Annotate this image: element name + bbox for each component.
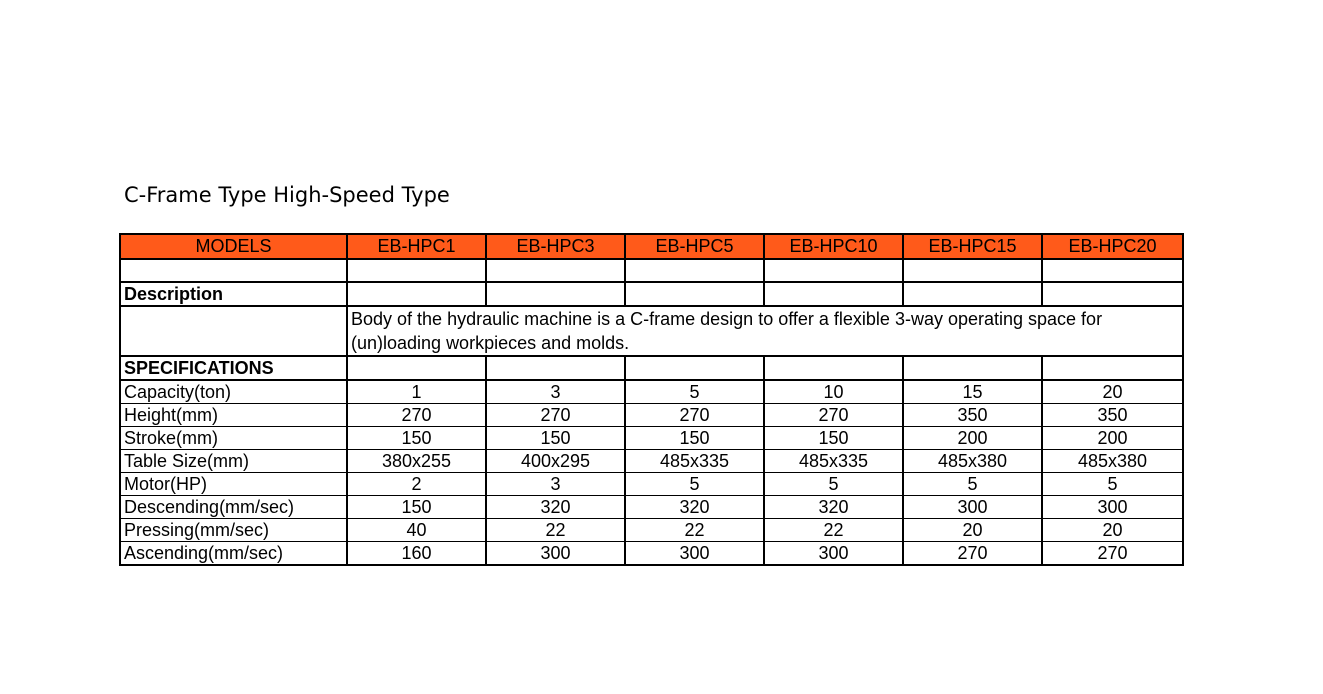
spec-value: 350 [1042,404,1183,427]
table-row [120,450,1183,473]
spec-value: 270 [903,542,1042,566]
table-row [120,542,1183,566]
spec-value: 270 [347,404,486,427]
models-header: MODELS [120,234,347,259]
spec-value: 20 [1042,380,1183,404]
spec-value: 300 [1042,496,1183,519]
model-header: EB-HPC20 [1042,234,1183,259]
spec-value: 320 [486,496,625,519]
spec-value: 3 [486,473,625,496]
empty-cell [120,259,347,282]
spec-value: 2 [347,473,486,496]
table-row [120,496,1183,519]
spec-value: 20 [1042,519,1183,542]
empty-cell [764,259,903,282]
spec-value: 3 [486,380,625,404]
spec-value: 15 [903,380,1042,404]
empty-cell [1042,356,1183,380]
spec-value: 400x295 [486,450,625,473]
spec-value: 150 [347,427,486,450]
model-header: EB-HPC3 [486,234,625,259]
spec-value: 200 [1042,427,1183,450]
empty-cell [764,282,903,306]
empty-cell [903,259,1042,282]
empty-cell [625,282,764,306]
description-heading-row [120,282,1183,306]
model-header: EB-HPC5 [625,234,764,259]
spec-value: 40 [347,519,486,542]
page-title: C-Frame Type High-Speed Type [124,183,450,207]
spec-value: 5 [764,473,903,496]
model-header: EB-HPC1 [347,234,486,259]
spec-value: 150 [764,427,903,450]
spec-value: 270 [625,404,764,427]
spec-value: 485x380 [903,450,1042,473]
spec-label: Motor(HP) [120,473,347,496]
empty-cell [625,259,764,282]
header-row [120,234,1183,259]
spec-value: 5 [625,473,764,496]
spec-value: 5 [625,380,764,404]
empty-cell [1042,282,1183,306]
spec-rows [120,380,1183,565]
blank-row [120,259,1183,282]
spec-value: 380x255 [347,450,486,473]
empty-cell [903,356,1042,380]
spec-value: 5 [903,473,1042,496]
spec-label: Stroke(mm) [120,427,347,450]
spec-value: 320 [764,496,903,519]
empty-cell [347,259,486,282]
spec-label: Capacity(ton) [120,380,347,404]
empty-cell [625,356,764,380]
empty-cell [347,282,486,306]
spec-value: 1 [347,380,486,404]
spec-label: Table Size(mm) [120,450,347,473]
table-row [120,427,1183,450]
spec-value: 485x335 [764,450,903,473]
description-label: Description [120,282,347,306]
spec-value: 350 [903,404,1042,427]
spec-label: Height(mm) [120,404,347,427]
spec-value: 485x380 [1042,450,1183,473]
spec-value: 22 [486,519,625,542]
table-row [120,519,1183,542]
model-header: EB-HPC10 [764,234,903,259]
table-row [120,404,1183,427]
spec-label: Pressing(mm/sec) [120,519,347,542]
specifications-heading-row [120,356,1183,380]
spec-value: 300 [764,542,903,566]
spec-value: 270 [1042,542,1183,566]
empty-cell [486,259,625,282]
empty-cell [1042,259,1183,282]
empty-cell [120,306,347,356]
spec-label: Descending(mm/sec) [120,496,347,519]
spec-value: 10 [764,380,903,404]
table-row [120,473,1183,496]
empty-cell [486,356,625,380]
empty-cell [903,282,1042,306]
spec-value: 20 [903,519,1042,542]
table-row [120,380,1183,404]
spec-value: 150 [486,427,625,450]
specifications-label: SPECIFICATIONS [120,356,347,380]
spec-value: 150 [347,496,486,519]
description-row [120,306,1183,356]
empty-cell [486,282,625,306]
spec-label: Ascending(mm/sec) [120,542,347,566]
spec-value: 300 [903,496,1042,519]
spec-value: 485x335 [625,450,764,473]
spec-value: 270 [486,404,625,427]
spec-value: 200 [903,427,1042,450]
spec-value: 150 [625,427,764,450]
spec-value: 320 [625,496,764,519]
model-header: EB-HPC15 [903,234,1042,259]
empty-cell [764,356,903,380]
spec-value: 300 [625,542,764,566]
spec-value: 22 [625,519,764,542]
spec-value: 160 [347,542,486,566]
specifications-table [119,233,1184,566]
spec-value: 22 [764,519,903,542]
spec-value: 300 [486,542,625,566]
empty-cell [347,356,486,380]
description-text: Body of the hydraulic machine is a C-frame design to offer a flexible 3-way operating space for (un)loading workpieces and molds. [347,306,1183,356]
spec-value: 5 [1042,473,1183,496]
spec-value: 270 [764,404,903,427]
